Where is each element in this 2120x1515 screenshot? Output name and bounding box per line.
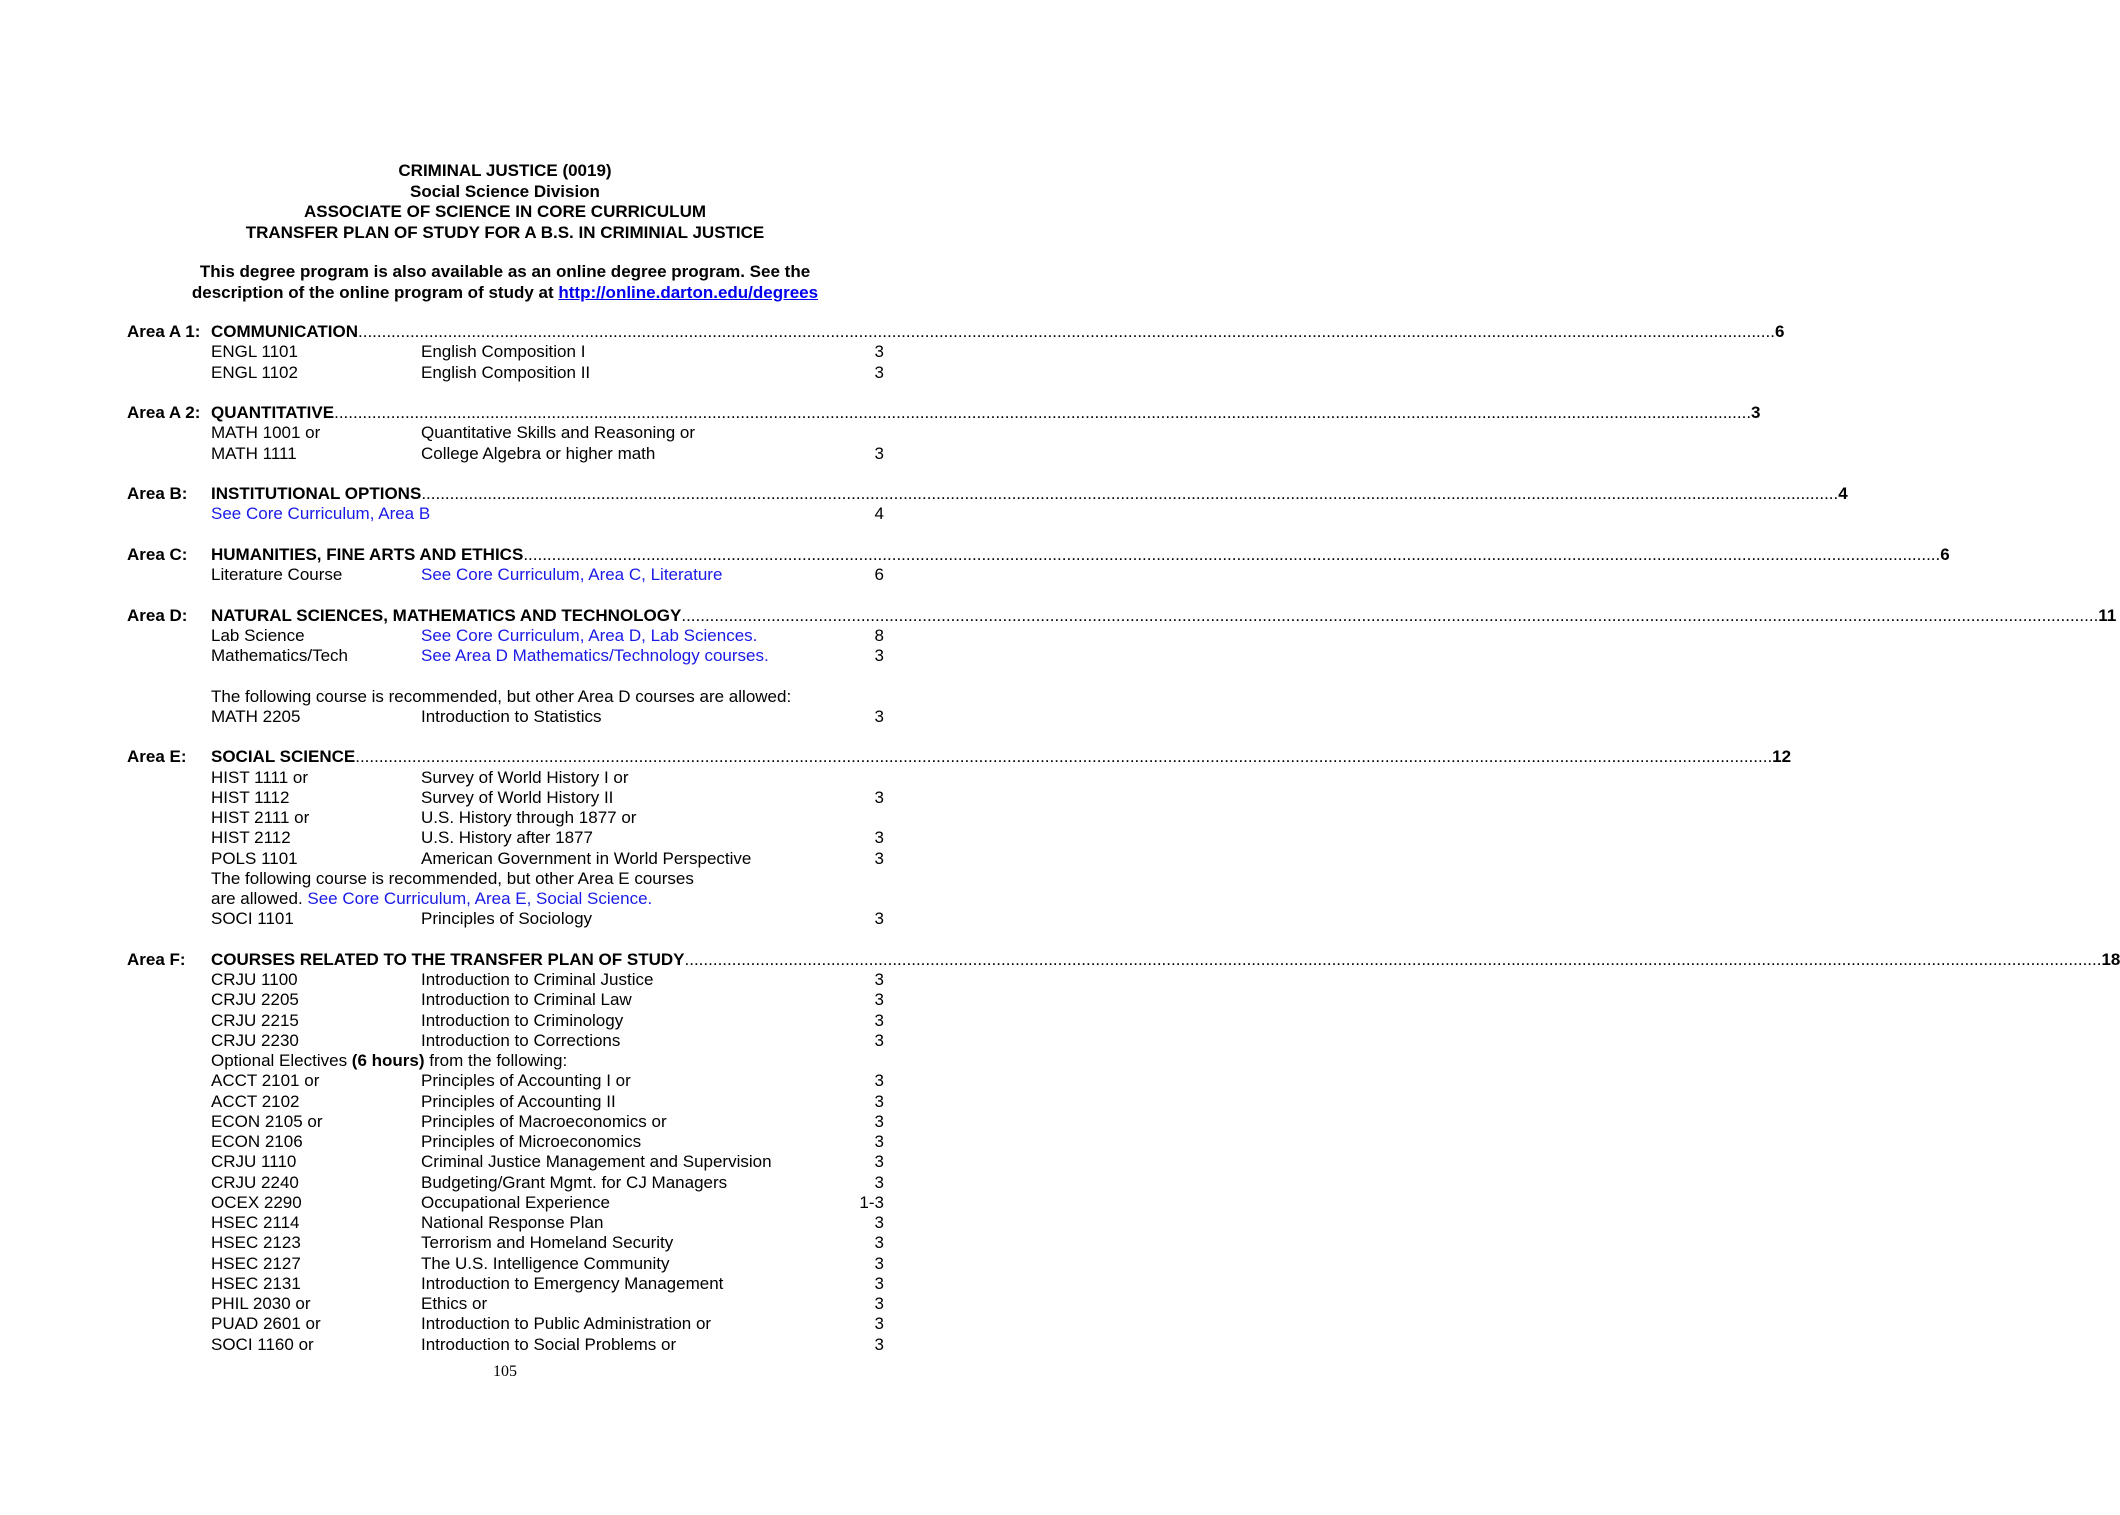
area-label: Area A 1:	[127, 322, 201, 341]
dot-leader: ............................................................................................................................................................................................................................................................................................................	[355, 747, 1773, 767]
course-code: SOCI 1160 or	[211, 1334, 314, 1354]
note-lead: The following course is recommended, but other Area D courses are allowed:	[211, 686, 792, 706]
credit-hours: 4	[874, 504, 884, 524]
credit-hours: 3	[874, 990, 884, 1010]
credit-hours: 3	[874, 1253, 884, 1273]
credit-hours: 3	[874, 443, 884, 463]
area-hours: 6	[1940, 544, 1950, 564]
course-title: Introduction to Statistics	[421, 706, 602, 726]
area-title-text: COURSES RELATED TO THE TRANSFER PLAN OF STUDY	[211, 949, 685, 969]
course-code: ENGL 1101	[211, 342, 298, 362]
area-hours: 18	[2101, 949, 2120, 969]
degree-name: ASSOCIATE OF SCIENCE IN CORE CURRICULUM	[303, 202, 707, 221]
area-title	[211, 949, 2120, 970]
area-title-text: INSTITUTIONAL OPTIONS	[211, 484, 422, 503]
course-row	[0, 1031, 1010, 1051]
credit-hours: 3	[874, 828, 884, 848]
course-row	[0, 707, 1010, 727]
course-code: ECON 2105 or	[211, 1111, 323, 1131]
course-code: POLS 1101	[211, 848, 298, 868]
credit-hours: 8	[874, 625, 884, 645]
course-title: Introduction to Emergency Management	[421, 1273, 724, 1293]
course-row	[0, 1233, 1010, 1253]
course-code: ENGL 1102	[211, 362, 298, 382]
transfer-plan-title: TRANSFER PLAN OF STUDY FOR A B.S. IN CRIMINIAL JUSTICE	[245, 222, 765, 242]
area-label: Area C:	[127, 544, 188, 564]
area-heading	[0, 605, 2117, 626]
course-title: Principles of Accounting I or	[421, 1071, 631, 1091]
course-title: Occupational Experience	[421, 1192, 611, 1212]
course-row	[0, 828, 1010, 848]
course-row	[0, 1294, 1010, 1314]
course-row	[0, 808, 1010, 828]
area-title	[211, 605, 2117, 626]
credit-hours: 3	[874, 1213, 884, 1232]
credit-hours: 3	[874, 1314, 884, 1334]
course-code: CRJU 1100	[211, 970, 298, 989]
credit-hours: 3	[874, 1334, 884, 1354]
credit-hours: 3	[874, 1294, 884, 1313]
note-lead: The following course is recommended, but other Area E courses	[211, 868, 694, 888]
online-notice-prefix: description of the online program of study at	[191, 283, 559, 302]
area-label: Area B:	[127, 484, 188, 503]
course-row	[0, 1274, 1010, 1294]
course-title: Principles of Sociology	[421, 909, 593, 929]
course-code: ACCT 2101 or	[211, 1071, 320, 1091]
area-title	[211, 544, 1950, 565]
course-code: HIST 1111 or	[211, 767, 309, 787]
credit-hours: 3	[874, 909, 884, 929]
credit-hours: 3	[874, 787, 884, 807]
course-row	[0, 1254, 1010, 1274]
area-spacer	[0, 930, 1010, 950]
course-code: HSEC 2123	[211, 1233, 301, 1253]
course-row	[0, 646, 1010, 666]
row-spacer	[0, 666, 1010, 686]
course-title: Principles of Macroeconomics or	[421, 1111, 667, 1131]
core-curriculum-reference[interactable]: See Core Curriculum, Area B	[211, 504, 431, 524]
course-title: U.S. History after 1877	[421, 828, 593, 848]
note-row	[0, 869, 1010, 889]
course-row	[0, 1152, 1010, 1172]
area-heading	[0, 484, 1848, 504]
area-heading	[0, 322, 1785, 342]
area-heading	[0, 747, 1792, 767]
credit-hours: 3	[874, 706, 884, 726]
program-title: CRIMINAL JUSTICE (0019)	[398, 161, 612, 180]
note-emphasis: (6 hours)	[351, 1051, 425, 1070]
note-text	[211, 1051, 567, 1071]
area-hours: 12	[1772, 747, 1792, 767]
area-heading	[0, 949, 2120, 970]
course-title: Survey of World History I or	[421, 767, 629, 787]
dot-leader: ............................................................................................................................................................................................................................................................................................................	[523, 544, 1941, 564]
note-tail: from the following:	[424, 1051, 568, 1070]
area-spacer	[0, 464, 1010, 484]
credit-hours: 3	[874, 1172, 884, 1192]
credit-hours: 3	[874, 1010, 884, 1030]
area-title	[211, 322, 1785, 342]
course-title: Survey of World History II	[421, 787, 614, 807]
course-row	[0, 909, 1010, 929]
area-title	[211, 484, 1848, 504]
course-row	[0, 1112, 1010, 1132]
course-code: PHIL 2030 or	[211, 1294, 311, 1313]
course-title: National Response Plan	[421, 1213, 604, 1232]
area-title	[211, 403, 1761, 423]
course-row	[0, 1071, 1010, 1091]
course-title: Budgeting/Grant Mgmt. for CJ Managers	[421, 1172, 728, 1192]
course-code: MATH 1111	[211, 443, 297, 463]
credit-hours: 3	[874, 970, 884, 989]
course-code: ECON 2106	[211, 1132, 303, 1151]
dot-leader: ............................................................................................................................................................................................................................................................................................................	[681, 605, 2099, 625]
credit-hours: 3	[874, 1111, 884, 1131]
course-code: CRJU 2215	[211, 1010, 299, 1030]
course-code: HIST 2111 or	[211, 808, 310, 827]
course-row	[0, 565, 1010, 585]
course-title: Criminal Justice Management and Supervision	[421, 1152, 772, 1172]
course-title: Terrorism and Homeland Security	[421, 1233, 674, 1253]
area-title	[211, 747, 1792, 767]
credit-hours: 3	[874, 1091, 884, 1111]
dot-leader: ............................................................................................................................................................................................................................................................................................................	[684, 949, 2102, 969]
course-code: CRJU 2205	[211, 990, 299, 1010]
credit-hours: 3	[874, 1132, 884, 1151]
note-row	[0, 687, 1010, 707]
course-code: HIST 2112	[211, 828, 291, 848]
course-code: HIST 1112	[211, 787, 290, 807]
area-title-text: HUMANITIES, FINE ARTS AND ETHICS	[211, 544, 524, 564]
area-spacer	[0, 727, 1010, 747]
area-hours: 6	[1774, 322, 1785, 341]
note-text	[211, 687, 791, 707]
course-row	[0, 970, 1010, 990]
online-notice-line1: This degree program is also available as an online degree program. See the	[199, 262, 811, 281]
course-title: College Algebra or higher math	[421, 443, 656, 463]
course-row	[0, 1314, 1010, 1334]
area-heading	[0, 403, 1761, 423]
course-row	[0, 504, 1010, 524]
online-notice	[0, 261, 1010, 303]
credit-hours: 3	[874, 1030, 884, 1050]
area-label: Area F:	[127, 949, 186, 969]
credit-hours: 3	[874, 362, 884, 382]
course-code: ACCT 2102	[211, 1091, 300, 1111]
course-title: Introduction to Criminology	[421, 1010, 624, 1030]
course-title: English Composition I	[421, 342, 586, 362]
core-curriculum-reference[interactable]: See Core Curriculum, Area D, Lab Sciences.	[421, 625, 758, 645]
course-row	[0, 990, 1010, 1010]
course-title: Introduction to Criminal Law	[421, 990, 632, 1010]
core-curriculum-reference[interactable]: See Area D Mathematics/Technology courses.	[421, 646, 769, 665]
course-row	[0, 363, 1010, 383]
area-title-text: SOCIAL SCIENCE	[211, 747, 356, 767]
course-title: Introduction to Criminal Justice	[421, 970, 654, 989]
note-row	[0, 1051, 1010, 1071]
course-code: OCEX 2290	[211, 1192, 302, 1212]
note-row	[0, 889, 1010, 909]
course-title: Quantitative Skills and Reasoning or	[421, 423, 696, 443]
course-code: HSEC 2131	[211, 1273, 301, 1293]
page-number: 105	[493, 1363, 517, 1380]
course-title: American Government in World Perspective	[421, 848, 752, 868]
credit-hours: 6	[874, 565, 884, 584]
area-hours: 4	[1838, 484, 1848, 503]
credit-hours: 3	[874, 1233, 884, 1253]
course-title: Principles of Accounting II	[421, 1091, 616, 1111]
credit-hours: 3	[874, 646, 884, 665]
note-lead: are allowed.	[211, 889, 308, 908]
course-row	[0, 1335, 1010, 1355]
course-title: Introduction to Social Problems or	[421, 1334, 677, 1354]
course-title: U.S. History through 1877 or	[421, 808, 637, 827]
area-label: Area A 2:	[127, 403, 201, 422]
course-code: Literature Course	[211, 565, 343, 584]
course-code: Lab Science	[211, 625, 305, 645]
course-title: Introduction to Public Administration or	[421, 1314, 712, 1334]
dot-leader: ............................................................................................................................................................................................................................................................................................................	[421, 484, 1839, 503]
course-row	[0, 342, 1010, 362]
course-row	[0, 788, 1010, 808]
course-code: MATH 2205	[211, 706, 301, 726]
course-code: SOCI 1101	[211, 909, 294, 929]
course-code: CRJU 2240	[211, 1172, 299, 1192]
core-curriculum-reference[interactable]: See Core Curriculum, Area E, Social Science.	[307, 889, 653, 908]
area-title-text: NATURAL SCIENCES, MATHEMATICS AND TECHNOLOGY	[211, 605, 682, 625]
course-row	[0, 423, 1010, 443]
credit-hours: 3	[874, 1152, 884, 1172]
area-spacer	[0, 585, 1010, 605]
course-code: CRJU 1110	[211, 1152, 297, 1172]
course-code: Mathematics/Tech	[211, 646, 348, 665]
course-code: CRJU 2230	[211, 1030, 299, 1050]
course-row	[0, 1213, 1010, 1233]
online-notice-line2	[0, 282, 1010, 303]
course-row	[0, 626, 1010, 646]
course-row	[0, 1092, 1010, 1112]
credit-hours: 3	[874, 342, 884, 362]
note-lead: Optional Electives	[211, 1051, 352, 1070]
course-row	[0, 444, 1010, 464]
course-title: The U.S. Intelligence Community	[421, 1253, 670, 1273]
dot-leader: ............................................................................................................................................................................................................................................................................................................	[358, 322, 1775, 341]
document-header	[0, 161, 1010, 243]
course-code: MATH 1001 or	[211, 423, 321, 443]
core-curriculum-reference[interactable]: See Core Curriculum, Area C, Literature	[421, 565, 723, 584]
note-text	[211, 869, 694, 889]
dot-leader: ............................................................................................................................................................................................................................................................................................................	[334, 403, 1752, 422]
credit-hours: 1-3	[859, 1192, 884, 1212]
note-text	[211, 889, 652, 909]
area-title-text: COMMUNICATION	[211, 322, 358, 341]
course-row	[0, 1132, 1010, 1152]
area-label: Area D:	[127, 605, 188, 625]
course-title: Ethics or	[421, 1294, 488, 1313]
credit-hours: 3	[874, 848, 884, 868]
course-row	[0, 1173, 1010, 1193]
area-spacer	[0, 383, 1010, 403]
course-row	[0, 849, 1010, 869]
online-degrees-link[interactable]: http://online.darton.edu/degrees	[558, 283, 819, 302]
area-title-text: QUANTITATIVE	[211, 403, 335, 422]
credit-hours: 3	[874, 1071, 884, 1091]
credit-hours: 3	[874, 1273, 884, 1293]
area-label: Area E:	[127, 747, 187, 767]
course-row	[0, 768, 1010, 788]
course-areas	[0, 322, 2120, 1355]
course-title: English Composition II	[421, 362, 591, 382]
area-hours: 3	[1751, 403, 1761, 422]
course-title: Introduction to Corrections	[421, 1030, 621, 1050]
area-heading	[0, 544, 1950, 565]
course-title: Principles of Microeconomics	[421, 1132, 642, 1151]
area-spacer	[0, 525, 1010, 545]
course-row	[0, 1193, 1010, 1213]
course-row	[0, 1011, 1010, 1031]
division-name: Social Science Division	[410, 181, 600, 201]
area-hours: 11	[2098, 605, 2117, 625]
course-code: HSEC 2127	[211, 1253, 301, 1273]
course-code: PUAD 2601 or	[211, 1314, 321, 1334]
course-code: HSEC 2114	[211, 1213, 300, 1232]
